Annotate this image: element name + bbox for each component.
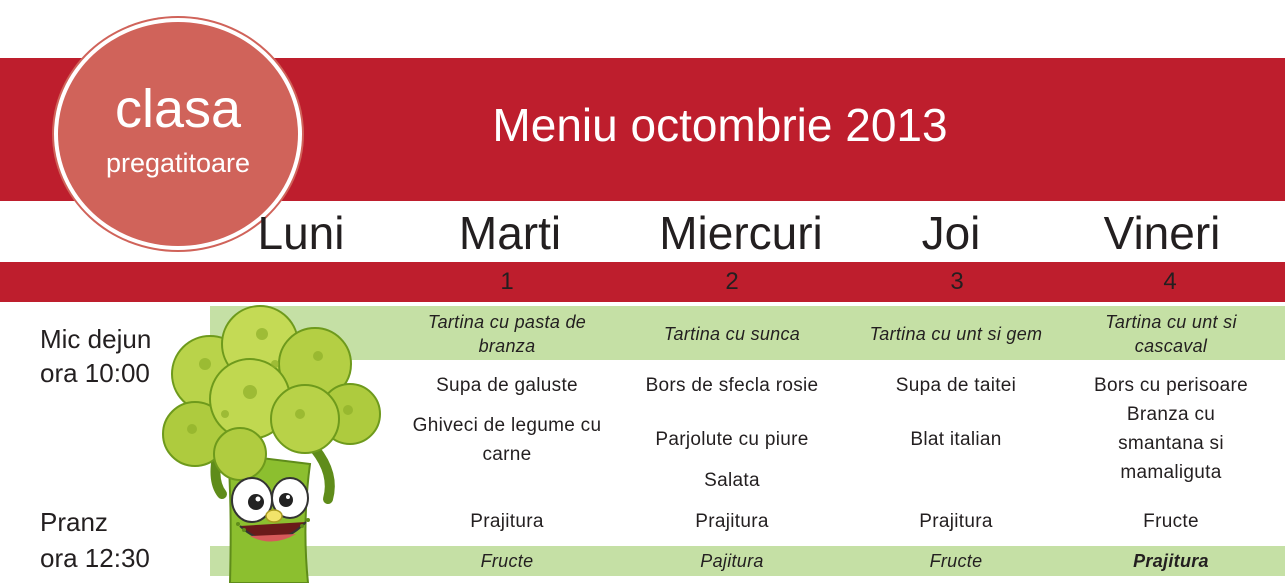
- lunch-first-joi: Supa de taitei: [895, 375, 1017, 396]
- menu-title: Meniu octombrie 2013: [492, 99, 948, 151]
- lunch-dessert-miercuri: Prajitura: [695, 511, 769, 532]
- date-marti: 1: [500, 268, 514, 295]
- date-vineri: 4: [1163, 268, 1177, 295]
- lunch-main-joi: Blat italian: [910, 429, 1002, 450]
- meal-label-breakfast: Mic dejun: [40, 324, 152, 354]
- breakfast-miercuri: Tartina cu sunca: [663, 324, 801, 344]
- day-header-vineri: Vineri: [1103, 207, 1221, 259]
- lunch-main-vineri: Branza cu smantana si mamaliguta: [1118, 404, 1224, 483]
- meal-label-lunch: Pranz: [40, 507, 108, 537]
- meal-time-lunch: ora 12:30: [40, 543, 150, 573]
- day-header-marti: Marti: [458, 207, 562, 259]
- day-header-miercuri: Miercuri: [659, 207, 823, 259]
- breakfast-joi: Tartina cu unt si gem: [869, 324, 1043, 344]
- lunch-main-miercuri: Parjolute cu piure: [655, 429, 809, 450]
- lunch-dessert-joi: Prajitura: [919, 511, 993, 532]
- lunch-main-marti: Ghiveci de legume cu carne: [412, 415, 602, 465]
- badge-line-1: clasa: [114, 79, 242, 139]
- snack-miercuri: Pajitura: [700, 550, 764, 571]
- day-header-joi: Joi: [921, 207, 981, 259]
- lunch-side-miercuri: Salata: [704, 470, 760, 491]
- broccoli-mascot-illustration: [150, 304, 390, 583]
- snack-vineri: Prajitura: [1133, 550, 1209, 571]
- lunch-dessert-marti: Prajitura: [470, 511, 544, 532]
- day-header-luni: Luni: [257, 207, 345, 259]
- snack-joi: Fructe: [929, 550, 983, 571]
- badge-line-2: pregatitoare: [105, 148, 251, 178]
- lunch-dessert-vineri: Fructe: [1143, 511, 1199, 532]
- snack-marti: Fructe: [480, 550, 534, 571]
- meal-time-breakfast: ora 10:00: [40, 358, 150, 388]
- breakfast-marti: Tartina cu pasta de branza: [427, 312, 587, 356]
- date-band: [0, 262, 1285, 302]
- lunch-first-marti: Supa de galuste: [436, 375, 578, 396]
- lunch-first-vineri: Bors cu perisoare: [1093, 375, 1248, 396]
- lunch-first-miercuri: Bors de sfecla rosie: [645, 375, 819, 396]
- date-joi: 3: [950, 268, 964, 295]
- breakfast-vineri: Tartina cu unt si cascaval: [1105, 312, 1237, 356]
- date-miercuri: 2: [725, 268, 739, 295]
